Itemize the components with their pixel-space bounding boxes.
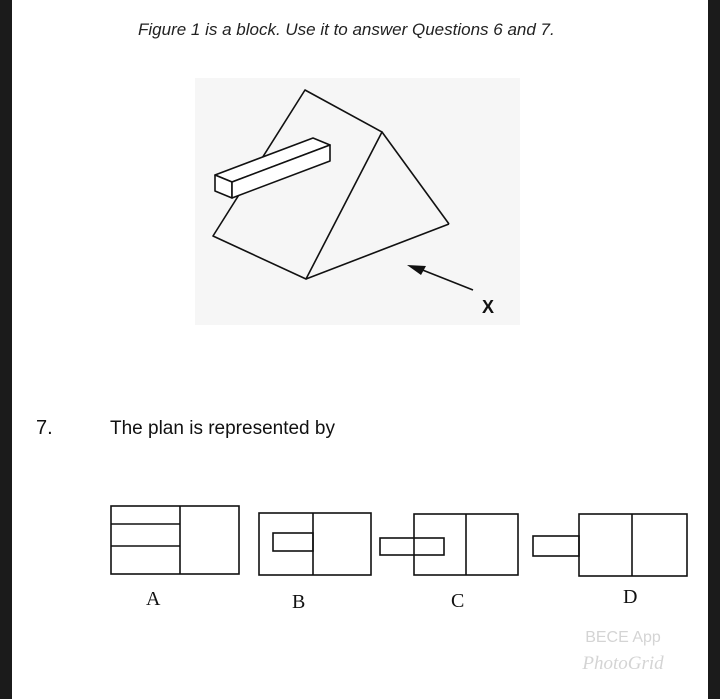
view-arrow-head	[407, 265, 426, 275]
question-text: The plan is represented by	[110, 418, 335, 439]
option-b-label: B	[292, 591, 306, 613]
question-number: 7.	[36, 417, 53, 439]
view-arrow-line	[420, 269, 473, 290]
figure-1-block-drawing	[195, 78, 520, 325]
option-d-drawing	[533, 514, 687, 576]
isometric-block-svg	[195, 78, 520, 325]
option-a-drawing	[111, 506, 239, 574]
right-frame-border	[708, 0, 720, 699]
option-c-label: C	[451, 590, 465, 612]
app-watermark	[548, 625, 698, 677]
option-b-drawing	[259, 513, 371, 575]
watermark-line-1: BECE App	[585, 629, 661, 646]
option-c-drawing	[380, 514, 518, 575]
plan-options-drawings	[100, 498, 700, 582]
prism-ridge-edge	[382, 132, 449, 224]
prism-base-edge	[306, 224, 449, 279]
option-a-label: A	[146, 588, 161, 610]
watermark-line-2: PhotoGrid	[582, 653, 664, 674]
view-direction-label: X	[482, 297, 495, 317]
left-frame-border	[0, 0, 12, 699]
option-d-label: D	[623, 586, 638, 608]
figure-caption: Figure 1 is a block. Use it to answer Questions 6 and 7.	[138, 20, 555, 39]
